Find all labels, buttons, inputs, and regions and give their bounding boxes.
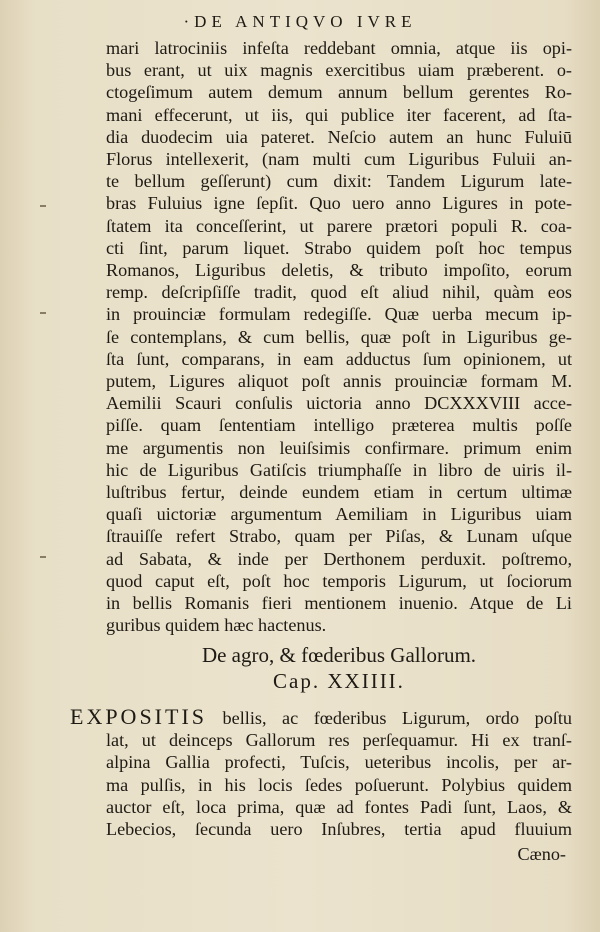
text-line: Lebecios, ſecunda uero Inſubres, tertia apud fluuium (106, 819, 572, 840)
text-line: alpina Gallia profecti, Tuſcis, ueteribus incolis, per ar- (106, 752, 572, 773)
text-line: lat, ut deinceps Gallorum res perſequamur. Hi ex tranſ- (106, 730, 572, 751)
chapter-heading: De agro, & fœderibus Gallorum. (201, 643, 477, 667)
chapter-first-line (70, 706, 572, 729)
text-line: hic de Liguribus Gatiſcis triumphaſſe in libro de uiris il- (106, 459, 572, 480)
opening-line-rest: bellis, ac fœderibus Ligurum, ordo poſtu (207, 708, 572, 728)
opening-word: EXPOSITIS (70, 704, 208, 729)
text-line: Florus intellexerit, (nam multi cum Liguribus Fuluii an- (106, 149, 572, 170)
text-line: ſtatem ita conceſſerint, ut parere prætori populi R. coa- (106, 215, 572, 236)
text-line: Romanos, Liguribus deletis, & tributo impoſito, eorum (106, 260, 572, 281)
text-line: bras Fuluius igne ſepſit. Quo uero anno Ligures in pote- (106, 193, 572, 214)
text-line: quod caput eſt, poſt hoc temporis Ligurum, ut ſociorum (106, 570, 572, 591)
text-line: te bellum geſſerunt) cum dixit: Tandem Ligurum late- (106, 171, 572, 192)
paper-speck (40, 312, 46, 314)
text-line: in bellis Romanis fieri mentionem inuenio. Atque de Li (106, 593, 572, 614)
text-line: in prouinciæ formulam redegiſſe. Quæ uerba mecum ip- (106, 304, 572, 325)
text-line: mari latrociniis infeſta reddebant omnia, atque iis opi- (106, 38, 572, 58)
text-line: ad Sabata, & inde per Derthonem perduxit. poſtremo, (106, 548, 572, 569)
text-line: guribus quidem hæc hactenus. (106, 615, 327, 636)
text-line: mani effecerunt, ut iis, qui publice iter facerent, ad ſta- (106, 104, 572, 125)
text-line: ſta ſunt, comparans, in eam adductus ſum opinionem, ut (106, 348, 572, 369)
text-line: auctor eſt, loca prima, quæ ad fontes Padi ſunt, Laos, & (106, 796, 572, 817)
chapter-number: Cap. XXIIII. (273, 669, 405, 693)
text-line: cti ſint, parum liquet. Strabo quidem poſt hoc tempus (106, 237, 572, 258)
text-line: ſe contemplans, & cum bellis, quæ poſt in Liguribus ge- (106, 326, 572, 347)
text-line: piſſe. quam ſententiam intelligo præterea multis poſſe (106, 415, 572, 436)
text-line: ſtrauiſſe refert Strabo, quam per Piſas, & Lunam uſque (106, 526, 572, 547)
text-line: luſtribus fertur, deinde eundem etiam in certum ultimæ (106, 482, 572, 503)
chapter-heading-block (106, 642, 572, 694)
paper-speck (40, 556, 46, 558)
paper-speck (40, 205, 46, 207)
text-line: ctogeſimum autem demum annum bellum gerentes Ro- (106, 82, 572, 103)
text-line: ma pulſis, in his locis ſedes poſuerunt. Polybius quidem (106, 774, 572, 795)
body-text (106, 37, 572, 636)
text-line: remp. deſcripſiſſe tradit, quod eſt aliud nihil, quàm eos (106, 282, 572, 303)
text-line: me argumentis non leuiſsimis confirmare. primum enim (106, 437, 572, 458)
text-line: quaſi uictoriæ argumentum Aemiliam in Liguribus uiam (106, 504, 572, 525)
catchword: Cæno- (517, 844, 566, 864)
running-head: ·DE ANTIQVO IVRE (183, 12, 417, 31)
text-line: dia duodecim uia pateret. Neſcio autem an hunc Fuluiū (106, 126, 572, 147)
chapter-text (70, 706, 572, 840)
text-line: Aemilii Scauri conſulis uictoria anno DCXXXVIII acce- (106, 393, 572, 414)
text-line: bus erant, ut uix magnis exercitibus uiam præberent. o- (106, 60, 572, 81)
text-line: putem, Ligures aliquot poſt annis prouinciæ formam M. (106, 371, 572, 392)
